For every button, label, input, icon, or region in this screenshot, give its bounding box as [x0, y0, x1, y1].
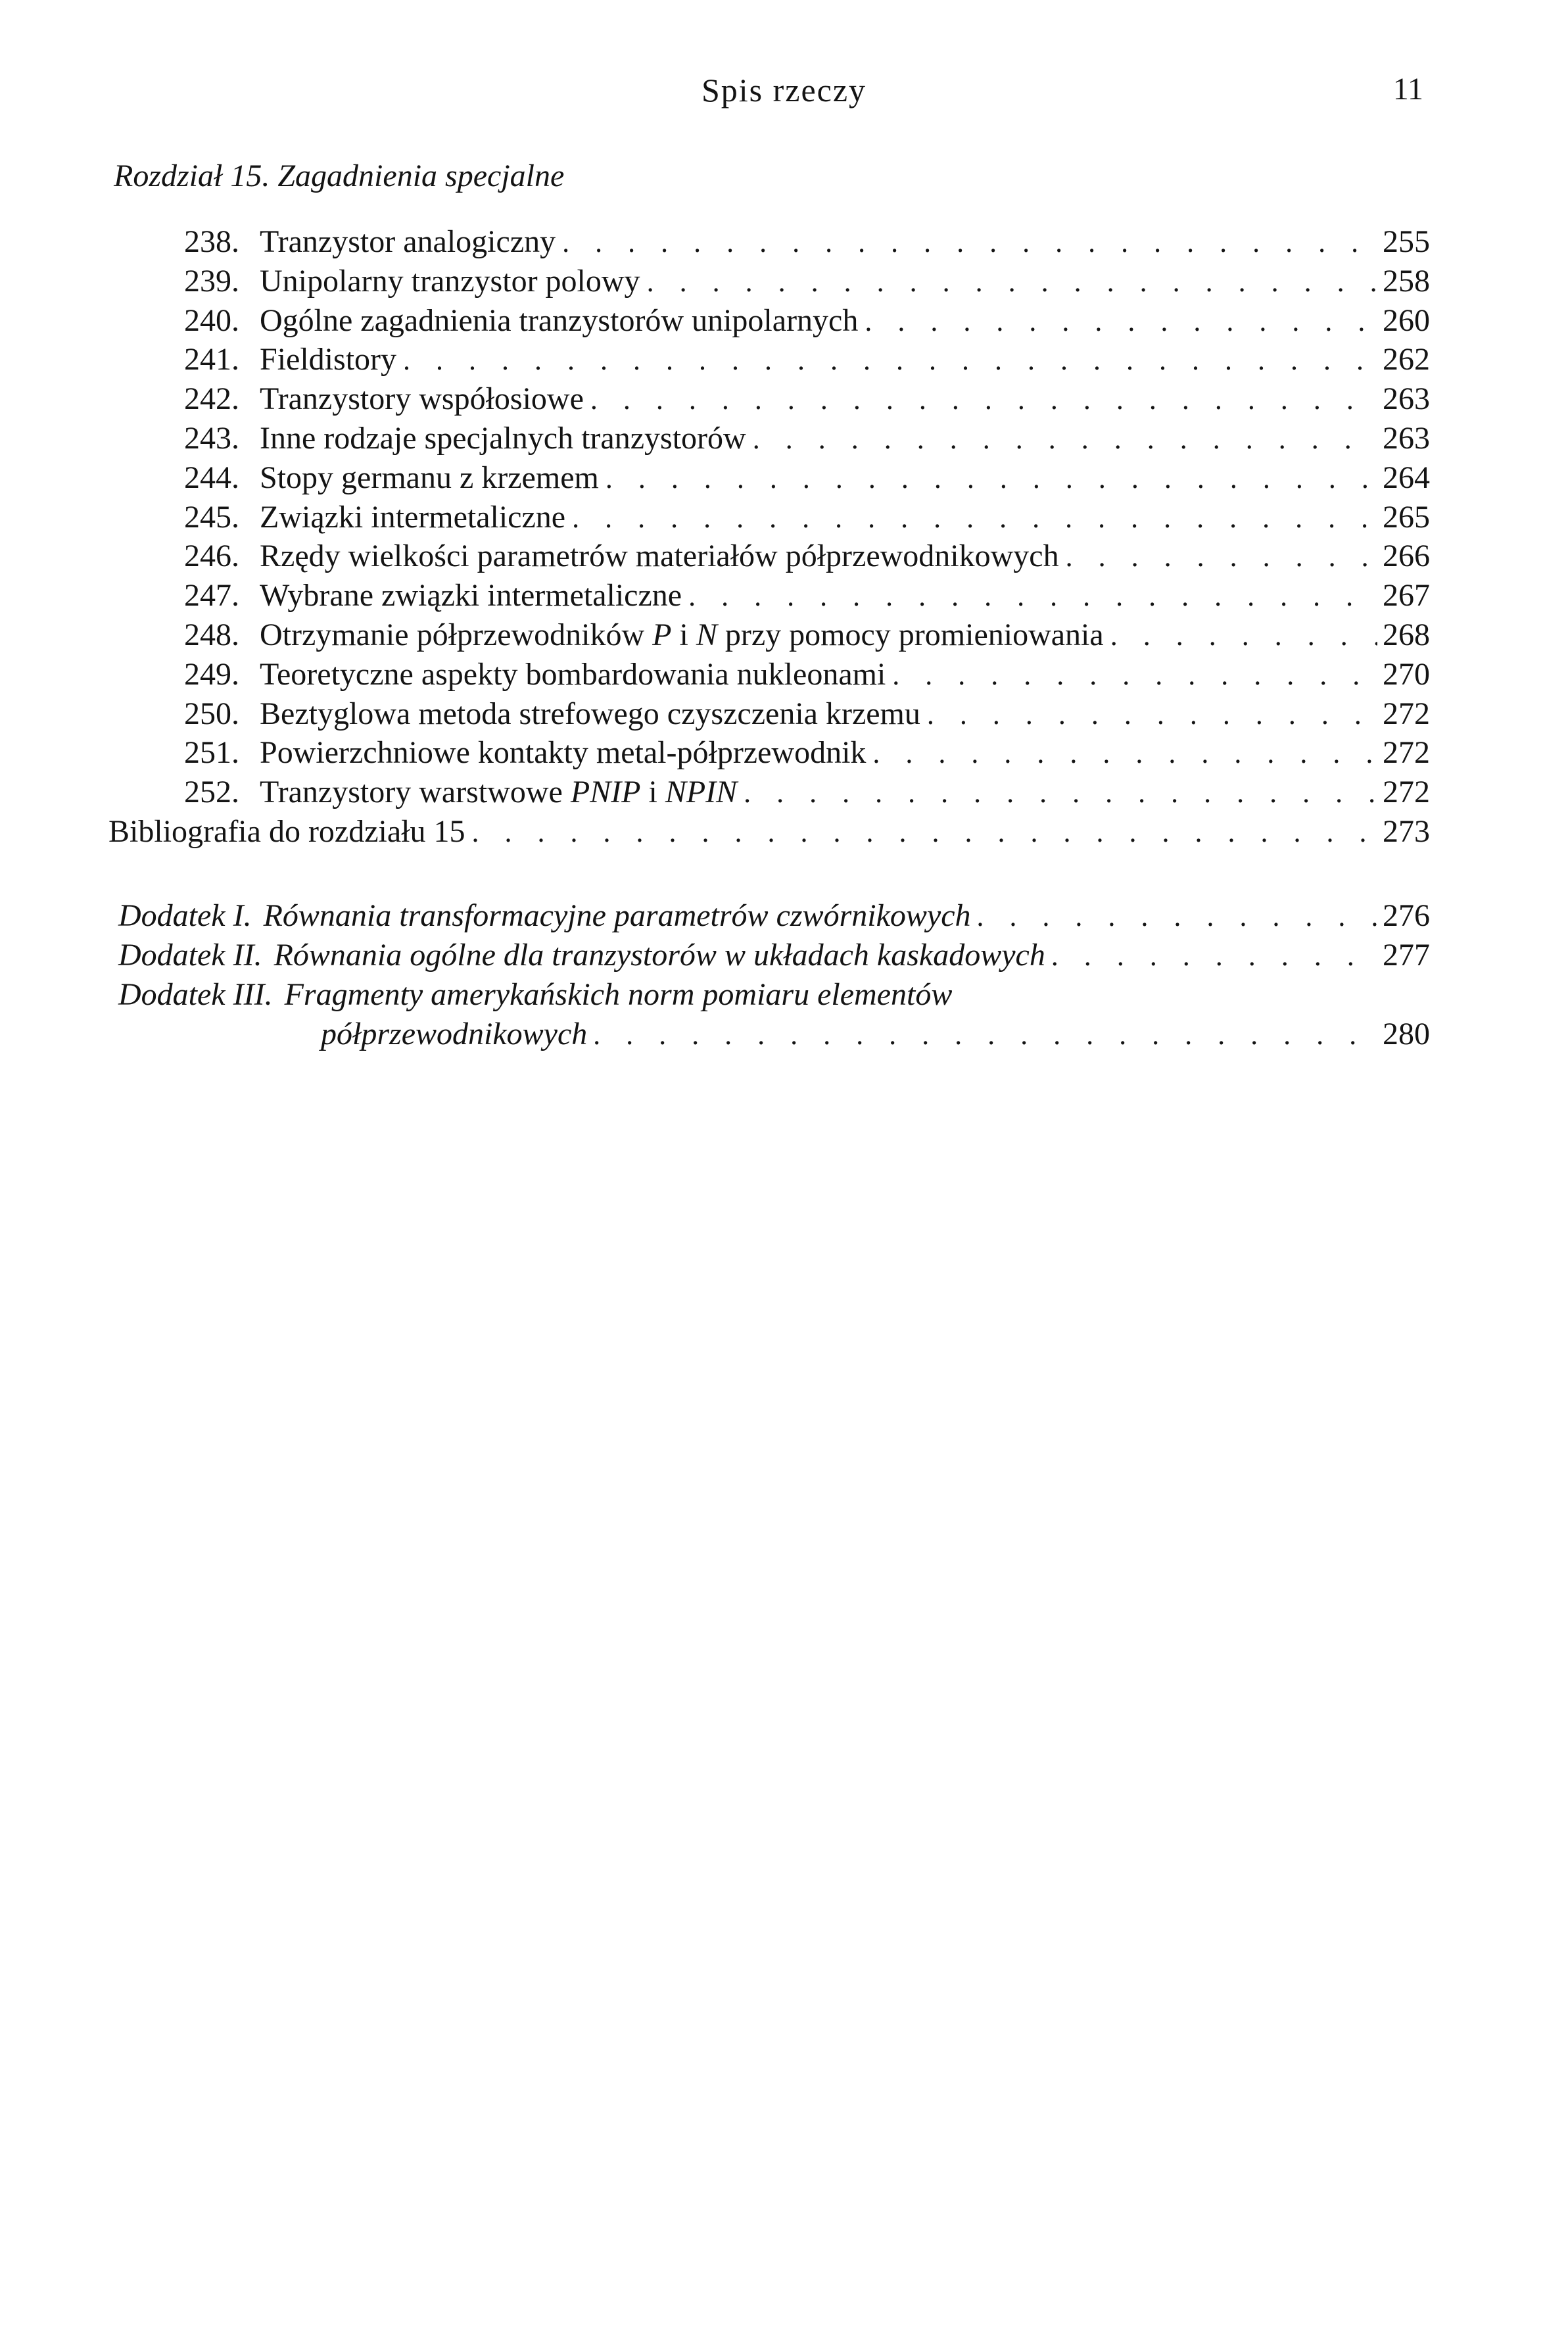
dot-leader	[599, 462, 1377, 495]
dot-leader	[587, 1018, 1377, 1051]
entry-label: Unipolarny tranzystor polowy	[260, 263, 640, 299]
toc-entry	[184, 302, 1430, 342]
toc-entry	[184, 734, 1430, 774]
entry-number: 239.	[184, 263, 239, 299]
entry-label	[260, 617, 1104, 653]
entry-number: 249.	[184, 656, 239, 692]
dot-leader	[465, 815, 1377, 849]
entry-number: 248.	[184, 617, 239, 652]
entry-label: Beztyglowa metoda strefowego czyszczenia krzemu	[260, 696, 920, 731]
appendix-entry	[118, 976, 1430, 1016]
entry-label: Powierzchniowe kontakty metal-półprzewodnik	[260, 735, 867, 771]
entry-label: Ogólne zagadnienia tranzystorów unipolarnych	[260, 302, 859, 338]
appendix-label: Równania ogólne dla tranzystorów w układach kaskadowych	[273, 938, 1045, 973]
dot-leader	[1059, 540, 1377, 573]
dot-leader	[1045, 939, 1377, 973]
dot-leader	[858, 304, 1377, 338]
dot-leader	[886, 658, 1377, 692]
entry-number: 241.	[184, 342, 239, 377]
toc-entry-bibliography	[108, 813, 1430, 853]
appendix-list	[118, 898, 1430, 1055]
entry-number: 251.	[184, 735, 239, 771]
entry-page: 265	[1383, 499, 1430, 535]
dot-leader	[746, 422, 1377, 456]
entry-number: 238.	[184, 224, 239, 259]
entry-number: 250.	[184, 696, 239, 731]
dot-leader	[640, 265, 1377, 299]
entry-number: 243.	[184, 420, 239, 456]
dot-leader	[920, 698, 1377, 731]
entry-label-symbol-npin: NPIN	[665, 775, 738, 810]
toc-entry	[184, 263, 1430, 302]
entry-page: 272	[1383, 735, 1430, 771]
toc-list	[108, 224, 1430, 853]
entry-label: Rzędy wielkości parametrów materiałów półprzewodnikowych	[260, 539, 1059, 574]
entry-label: Tranzystor analogiczny	[260, 224, 556, 259]
dot-leader	[737, 776, 1377, 809]
toc-entry	[184, 224, 1430, 263]
appendix-label-continued: półprzewodnikowych	[321, 1017, 588, 1051]
toc-entry	[184, 381, 1430, 420]
appendix-page: 280	[1383, 1017, 1430, 1051]
dot-leader	[866, 736, 1377, 770]
toc-entry	[184, 696, 1430, 735]
entry-label-symbol-pnip: PNIP	[570, 775, 641, 810]
entry-label: Stopy germanu z krzemem	[260, 460, 599, 495]
entry-page: 263	[1383, 420, 1430, 456]
entry-page: 262	[1383, 342, 1430, 377]
entry-number: 247.	[184, 578, 239, 613]
entry-label: Bibliografia do rozdziału 15	[108, 813, 465, 849]
appendix-label: Fragmenty amerykańskich norm pomiaru elementów	[284, 977, 953, 1012]
toc-entry	[184, 420, 1430, 460]
toc-entry	[184, 460, 1430, 499]
dot-leader	[565, 501, 1377, 535]
dot-leader	[556, 226, 1377, 259]
dot-leader	[584, 383, 1377, 416]
entry-label-text: i	[640, 775, 665, 810]
entry-number: 240.	[184, 302, 239, 338]
entry-page: 263	[1383, 381, 1430, 417]
entry-label: Tranzystory współosiowe	[260, 381, 584, 417]
entry-label: Fieldistory	[260, 342, 397, 377]
entry-number: 246.	[184, 539, 239, 574]
entry-page: 255	[1383, 224, 1430, 259]
entry-page: 272	[1383, 696, 1430, 731]
entry-label-text: i	[671, 617, 696, 652]
appendix-entry	[118, 937, 1430, 976]
entry-page: 268	[1383, 617, 1430, 652]
entry-page: 270	[1383, 656, 1430, 692]
appendix-name: Dodatek III.	[118, 977, 273, 1012]
entry-page: 266	[1383, 539, 1430, 574]
running-header	[0, 71, 1568, 117]
chapter-title: Rozdział 15. Zagadnienia specjalne	[114, 158, 565, 193]
entry-label: Teoretyczne aspekty bombardowania nukleonami	[260, 656, 886, 692]
entry-page: 264	[1383, 460, 1430, 495]
toc-entry	[184, 499, 1430, 539]
entry-label: Wybrane związki intermetaliczne	[260, 578, 682, 613]
entry-page: 273	[1383, 813, 1430, 849]
appendix-entry	[118, 898, 1430, 937]
appendix-entry-continued	[118, 1016, 1430, 1055]
entry-label: Inne rodzaje specjalnych tranzystorów	[260, 420, 746, 456]
header-page-number: 11	[1392, 72, 1423, 107]
entry-label-text: Otrzymanie półprzewodników	[260, 617, 653, 652]
dot-leader	[1104, 619, 1377, 652]
entry-label-text: przy pomocy promieniowania	[717, 617, 1104, 652]
entry-label-symbol-p: P	[652, 617, 672, 652]
toc-entry	[184, 617, 1430, 656]
entry-page: 258	[1383, 263, 1430, 299]
dot-leader	[971, 900, 1377, 933]
dot-leader	[682, 579, 1377, 613]
entry-label-text: Tranzystory warstwowe	[260, 775, 571, 810]
toc-entry	[184, 577, 1430, 617]
entry-page: 267	[1383, 578, 1430, 613]
appendix-name: Dodatek I.	[118, 898, 252, 933]
entry-number: 242.	[184, 381, 239, 417]
entry-label: Związki intermetaliczne	[260, 499, 566, 535]
entry-number: 245.	[184, 499, 239, 535]
entry-page: 272	[1383, 775, 1430, 810]
entry-label	[260, 774, 737, 810]
toc-entry	[184, 538, 1430, 577]
entry-page: 260	[1383, 302, 1430, 338]
toc-entry	[184, 774, 1430, 813]
appendix-page: 276	[1383, 898, 1430, 933]
dot-leader	[396, 343, 1377, 377]
toc-entry	[184, 656, 1430, 696]
entry-number: 252.	[184, 775, 239, 810]
appendix-page: 277	[1383, 938, 1430, 973]
entry-number: 244.	[184, 460, 239, 495]
header-title: Spis rzeczy	[701, 72, 867, 108]
appendix-label: Równania transformacyjne parametrów czwórnikowych	[263, 898, 971, 933]
entry-label-symbol-n: N	[696, 617, 717, 652]
toc-entry	[184, 341, 1430, 381]
appendix-name: Dodatek II.	[118, 938, 262, 973]
